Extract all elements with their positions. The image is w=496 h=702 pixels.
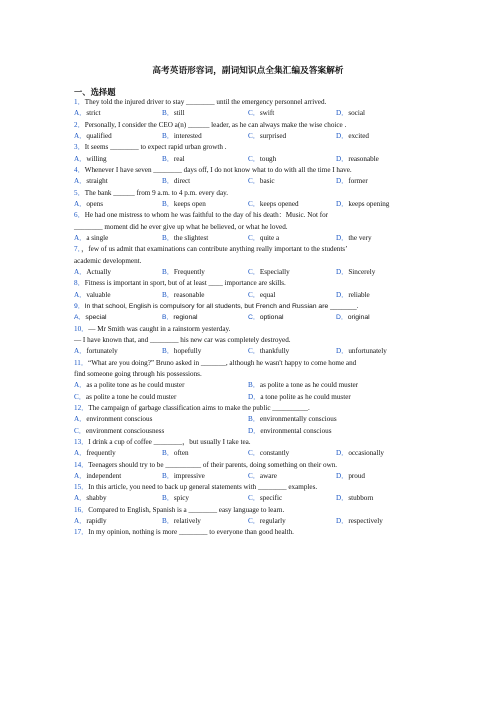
option-label: B． <box>162 314 174 322</box>
option-text: real <box>173 154 185 163</box>
question-number: 17． <box>74 528 89 537</box>
option-label: D． <box>248 392 261 401</box>
option-text: a single <box>86 233 109 242</box>
options-row <box>74 290 434 301</box>
question-stem <box>74 188 434 199</box>
option-label: A． <box>74 494 87 503</box>
option-text: relatively <box>173 517 201 526</box>
question-number: 8． <box>74 279 85 288</box>
option-label: D． <box>336 347 349 356</box>
option-text: Sincerely <box>348 267 376 276</box>
question-text: — I have known that, and ________ his new car was completely destroyed. <box>74 335 291 344</box>
option <box>162 312 198 323</box>
option-label: D． <box>336 290 349 299</box>
question-text: ，few of us admit that examinations can contribute anything really important to the students’ <box>81 245 348 254</box>
question-stem <box>74 210 434 221</box>
question-stem <box>74 369 434 380</box>
option-text: straight <box>86 177 108 186</box>
option-label: A． <box>74 314 86 322</box>
option-label: A． <box>74 381 87 390</box>
question-text: “What are you doing?” Bruno asked in _______, although he wasn't happy to come home and <box>88 358 357 367</box>
option-text: Frequently <box>173 267 205 276</box>
question-number: 10． <box>74 324 89 333</box>
question-text: find someone going through his possessions. <box>74 369 202 378</box>
option-text: frequently <box>86 449 116 458</box>
option-text: reasonable <box>173 290 205 299</box>
option-label: A． <box>74 199 87 208</box>
option <box>162 233 208 244</box>
option-label: C． <box>248 177 260 186</box>
option <box>74 471 121 482</box>
option-text: social <box>348 109 365 118</box>
option-label: B． <box>162 471 174 480</box>
option-label: A． <box>74 154 87 163</box>
option-text: often <box>173 449 189 458</box>
question-stem <box>74 97 434 108</box>
options-row <box>74 414 434 425</box>
option-text: as a polite tone as he could muster <box>86 381 185 390</box>
question-stem <box>74 403 434 414</box>
option-label: C． <box>248 347 260 356</box>
option-label: C． <box>248 109 260 118</box>
option-text: reasonable <box>348 154 379 163</box>
question-stem <box>74 142 434 153</box>
option-label: D． <box>336 471 349 480</box>
options-row <box>74 448 434 459</box>
question-stem <box>74 460 434 471</box>
option <box>248 176 275 187</box>
option-label: D． <box>336 131 349 140</box>
option <box>74 493 107 504</box>
question-number: 15． <box>74 483 89 492</box>
option-text: strict <box>86 109 101 118</box>
option-text: proud <box>348 471 365 480</box>
option-label: C． <box>248 233 260 242</box>
option <box>248 380 358 391</box>
question-number: 16． <box>74 505 89 514</box>
question-stem <box>74 120 434 131</box>
option-text: spicy <box>173 494 189 503</box>
option-label: D． <box>336 233 349 242</box>
question-number: 13． <box>74 437 89 446</box>
option <box>336 233 372 244</box>
question-text: ________ moment did he ever give up what he believed, or what he loved. <box>74 222 288 231</box>
question-stem <box>74 278 434 289</box>
option-text: thankfully <box>259 347 290 356</box>
option-text: qualified <box>86 131 112 140</box>
option <box>74 380 184 391</box>
question-stem <box>74 165 434 176</box>
option-text: still <box>173 109 185 118</box>
option-text: quite a <box>259 233 280 242</box>
section-heading: 一、选择题 <box>74 88 116 97</box>
option <box>74 267 111 278</box>
option-text: basic <box>259 177 275 186</box>
option-text: the slightest <box>173 233 209 242</box>
question-stem <box>74 505 434 516</box>
option-label: B． <box>162 233 174 242</box>
option <box>336 290 370 301</box>
options-row <box>74 131 434 142</box>
option-label: B． <box>248 415 260 424</box>
option-text: keeps opening <box>348 199 390 208</box>
option <box>336 448 384 459</box>
question-stem <box>74 324 434 335</box>
option <box>74 154 107 165</box>
option <box>74 426 164 437</box>
option-label: C． <box>248 267 260 276</box>
option-label: D． <box>336 494 349 503</box>
option <box>74 233 108 244</box>
option <box>248 312 284 323</box>
option <box>248 426 332 437</box>
question-text: academic development. <box>74 256 142 265</box>
option-label: B． <box>162 449 174 458</box>
option <box>162 108 185 119</box>
question-text: In this article, you need to back up general statements with ________ examples. <box>88 483 318 492</box>
options-row <box>74 516 434 527</box>
question-number: 14． <box>74 460 89 469</box>
page-title: 高考英语形容词，副词知识点全集汇编及答案解析 <box>152 65 344 75</box>
option <box>336 108 365 119</box>
option-text: excited <box>348 131 369 140</box>
option <box>162 471 205 482</box>
option-label: C． <box>74 392 86 401</box>
option-label: D． <box>248 426 261 435</box>
question-text: The bank ______ from 9 a.m. to 4 p.m. every day. <box>84 188 229 197</box>
option-text: environmental conscious <box>260 426 332 435</box>
option-label: B． <box>162 347 174 356</box>
options-row <box>74 267 434 278</box>
option-text: a tone polite as he could muster <box>260 392 351 401</box>
question-stem <box>74 256 434 267</box>
option <box>74 312 107 323</box>
option-text: specific <box>259 494 283 503</box>
option <box>162 267 205 278</box>
question-stem <box>74 482 434 493</box>
option <box>248 131 286 142</box>
option-label: D． <box>336 199 349 208</box>
question-text: Fitness is important in sport, but of at least ____ importance are skills. <box>84 279 286 288</box>
option-text: respectively <box>348 517 383 526</box>
option <box>74 131 112 142</box>
option-text: unfortunately <box>348 347 387 356</box>
options-row <box>74 426 434 437</box>
option-label: B． <box>162 517 174 526</box>
question-text: The campaign of garbage classification aims to make the public __________. <box>88 403 310 412</box>
option-label: D． <box>336 314 348 322</box>
options-row <box>74 392 434 403</box>
option-text: as polite a tone as he could muster <box>259 381 359 390</box>
question-text: In that school, English is compulsory for all students, but French and Russian are _______. <box>84 302 359 310</box>
option <box>248 471 277 482</box>
option-label: C． <box>248 494 260 503</box>
option-label: A． <box>74 415 87 424</box>
question-stem <box>74 244 434 255</box>
option-text: willing <box>86 154 107 163</box>
option-text: regularly <box>259 517 286 526</box>
question-number: 5． <box>74 188 85 197</box>
option-label: B． <box>162 131 174 140</box>
option-label: D． <box>336 267 349 276</box>
option-label: A． <box>74 517 87 526</box>
option-label: B． <box>162 494 174 503</box>
option-text: former <box>348 177 368 186</box>
option-text: Especially <box>259 267 290 276</box>
options-row <box>74 154 434 165</box>
option <box>74 199 103 210</box>
option <box>248 516 286 527</box>
option-text: special <box>85 314 107 322</box>
option-text: environment conscious <box>86 415 153 424</box>
option-label: A． <box>74 449 87 458</box>
option-label: A． <box>74 347 87 356</box>
option <box>248 392 351 403</box>
option <box>336 312 370 323</box>
option-label: A． <box>74 290 87 299</box>
question-stem <box>74 222 434 233</box>
option-text: rapidly <box>86 517 107 526</box>
option-label: C． <box>248 154 260 163</box>
option-text: surprised <box>259 131 287 140</box>
option-text: aware <box>259 471 277 480</box>
option-text: direct <box>173 177 191 186</box>
option-text: stubborn <box>348 494 374 503</box>
question-text: He had one mistress to whom he was faithful to the day of his death：Music. Not for <box>84 211 329 220</box>
option-label: A． <box>74 109 87 118</box>
option <box>74 346 118 357</box>
option-text: occasionally <box>348 449 385 458</box>
option-label: B． <box>162 154 174 163</box>
option-label: D． <box>336 449 349 458</box>
option <box>162 493 189 504</box>
option-label: A． <box>74 233 87 242</box>
option-text: the very <box>348 233 372 242</box>
question-number: 11． <box>74 358 89 367</box>
option <box>336 346 387 357</box>
question-text: I drink a cup of coffee ________，but usually I take tea. <box>88 437 251 446</box>
option-label: D． <box>336 517 349 526</box>
question-number: 12． <box>74 403 89 412</box>
option <box>248 290 275 301</box>
option <box>162 290 204 301</box>
option-text: environmentally conscious <box>259 415 337 424</box>
option-text: environment consciousness <box>85 426 165 435</box>
question-stem <box>74 527 434 538</box>
option <box>336 176 368 187</box>
option <box>74 516 107 527</box>
options-row <box>74 380 434 391</box>
option-text: shabby <box>86 494 107 503</box>
option <box>248 154 276 165</box>
option-label: D． <box>336 109 349 118</box>
option <box>248 493 282 504</box>
options-row <box>74 108 434 119</box>
option-label: C． <box>248 199 260 208</box>
option <box>336 131 369 142</box>
option <box>74 414 152 425</box>
option-text: keeps opened <box>259 199 299 208</box>
question-number: 9． <box>74 302 85 310</box>
option-label: A． <box>74 131 87 140</box>
option-text: regional <box>173 314 198 322</box>
options-row <box>74 312 434 323</box>
options-row <box>74 471 434 482</box>
option <box>162 199 206 210</box>
options-row <box>74 233 434 244</box>
option <box>74 392 176 403</box>
option-label: C． <box>74 426 86 435</box>
option-text: opens <box>86 199 103 208</box>
option-text: equal <box>259 290 276 299</box>
option <box>248 108 274 119</box>
option-label: C． <box>248 131 260 140</box>
question-stem <box>74 335 434 346</box>
option-label: C． <box>248 314 260 322</box>
option <box>336 471 365 482</box>
option-text: optional <box>259 314 284 322</box>
option-text: swift <box>259 109 275 118</box>
option-label: B． <box>162 290 174 299</box>
option-text: interested <box>173 131 202 140</box>
option-label: C． <box>248 471 260 480</box>
question-stem <box>74 358 434 369</box>
question-text: In my opinion, nothing is more ________ to everyone than good health. <box>88 528 294 537</box>
option-text: impressive <box>173 471 205 480</box>
option <box>248 448 289 459</box>
options-row <box>74 199 434 210</box>
option <box>336 493 373 504</box>
option <box>336 199 389 210</box>
option-text: fortunately <box>86 347 118 356</box>
option-label: C． <box>248 517 260 526</box>
option <box>336 516 383 527</box>
question-number: 1． <box>74 98 85 106</box>
option-label: B． <box>162 109 174 118</box>
option <box>162 448 189 459</box>
question-text: It seems ________ to expect rapid urban growth . <box>84 143 227 152</box>
option-text: tough <box>259 154 277 163</box>
option-text: as polite a tone he could muster <box>85 392 177 401</box>
question-text: — Mr Smith was caught in a rainstorm yesterday. <box>88 324 231 333</box>
option-label: C． <box>248 449 260 458</box>
option <box>248 414 337 425</box>
option <box>74 290 111 301</box>
question-text: Teenagers should try to be __________ of their parents, doing something on their own. <box>88 460 338 469</box>
option <box>336 267 375 278</box>
question-number: 2． <box>74 120 85 129</box>
question-text: They told the injured driver to stay ________ until the emergency personnel arrived. <box>84 98 327 106</box>
option-text: original <box>347 314 370 322</box>
option <box>248 233 279 244</box>
option-text: keeps open <box>173 199 206 208</box>
question-number: 7． <box>74 245 82 254</box>
question-text: Personally, I consider the CEO a(n) ______ leader, as he can always make the wise choice . <box>84 120 347 129</box>
option <box>162 176 190 187</box>
option-label: C． <box>248 290 260 299</box>
question-text: Compared to English, Spanish is a ________ easy language to learn. <box>88 505 285 514</box>
options-row <box>74 493 434 504</box>
option-text: hopefully <box>173 347 202 356</box>
option-label: A． <box>74 177 87 186</box>
option <box>336 154 379 165</box>
option-text: valuable <box>86 290 111 299</box>
option <box>248 346 289 357</box>
option-label: B． <box>162 199 174 208</box>
option-text: constantly <box>259 449 290 458</box>
option-label: D． <box>336 177 349 186</box>
question-number: 3． <box>74 143 85 152</box>
option <box>74 108 101 119</box>
option-label: D． <box>336 154 349 163</box>
option-label: A． <box>74 471 87 480</box>
question-list <box>74 97 434 539</box>
question-text: Whenever I have seven ________ days off, I do not know what to do with all the time I have. <box>84 165 352 174</box>
option <box>162 516 201 527</box>
option-text: reliable <box>348 290 370 299</box>
question-number: 4． <box>74 165 85 174</box>
option-label: A． <box>74 267 87 276</box>
option <box>74 176 108 187</box>
option-label: B． <box>248 381 260 390</box>
options-row <box>74 176 434 187</box>
question-stem <box>74 301 434 312</box>
question-number: 6． <box>74 211 85 220</box>
option <box>162 131 202 142</box>
option-text: independent <box>86 471 122 480</box>
options-row <box>74 346 434 357</box>
option <box>162 346 201 357</box>
option-text: Actually <box>86 267 111 276</box>
option <box>162 154 185 165</box>
option <box>248 267 290 278</box>
option <box>74 448 116 459</box>
option <box>248 199 299 210</box>
option-label: B． <box>162 177 174 186</box>
question-stem <box>74 437 434 448</box>
option-label: B． <box>162 267 174 276</box>
